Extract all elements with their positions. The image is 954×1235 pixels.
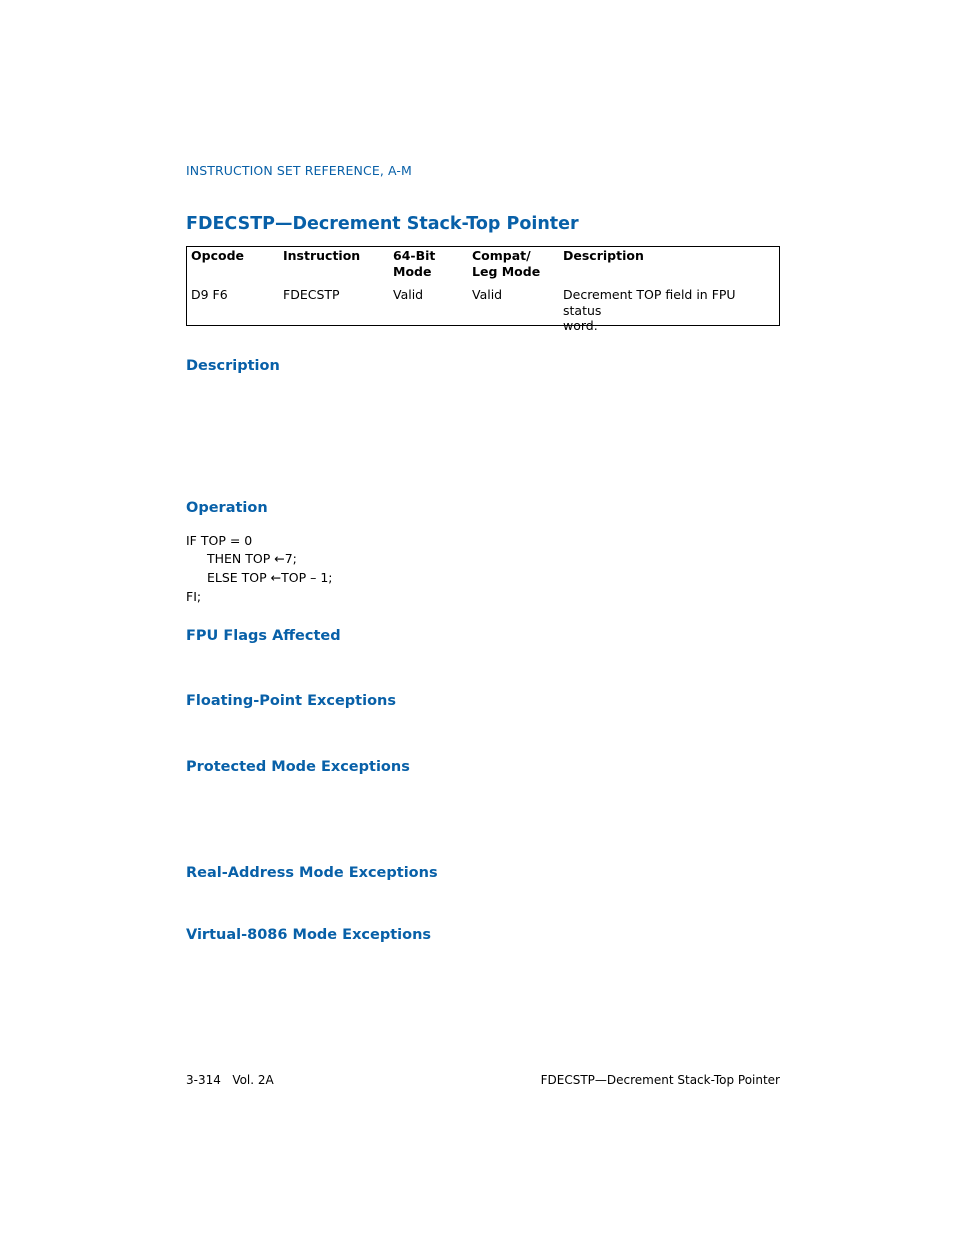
heading-fpu-flags-affected: FPU Flags Affected bbox=[186, 628, 341, 644]
running-head: INSTRUCTION SET REFERENCE, A-M bbox=[186, 163, 412, 178]
operation-line: THEN TOP ←7; bbox=[207, 551, 297, 566]
heading-floating-point-exceptions: Floating-Point Exceptions bbox=[186, 693, 396, 709]
table-cell-opcode: D9 F6 bbox=[191, 287, 228, 302]
footer-page-number: 3-314 Vol. 2A bbox=[186, 1073, 274, 1087]
heading-virtual-8086-mode-exceptions: Virtual-8086 Mode Exceptions bbox=[186, 927, 432, 943]
heading-description: Description bbox=[186, 358, 280, 374]
table-header-64bit-mode: 64-Bit Mode bbox=[393, 248, 436, 279]
heading-real-address-mode-exceptions: Real-Address Mode Exceptions bbox=[186, 865, 438, 881]
heading-operation: Operation bbox=[186, 500, 268, 516]
table-header-description: Description bbox=[563, 248, 644, 263]
page-title: FDECSTP—Decrement Stack-Top Pointer bbox=[186, 214, 579, 234]
heading-protected-mode-exceptions: Protected Mode Exceptions bbox=[186, 759, 410, 775]
table-cell-compat-leg-mode: Valid bbox=[472, 287, 503, 302]
table-cell-instruction: FDECSTP bbox=[283, 287, 340, 302]
opcode-table bbox=[186, 246, 780, 333]
table-header-compat-leg-mode: Compat/ Leg Mode bbox=[472, 248, 541, 279]
footer-title: FDECSTP—Decrement Stack-Top Pointer bbox=[540, 1073, 780, 1087]
operation-line: IF TOP = 0 bbox=[186, 533, 253, 548]
table-header-instruction: Instruction bbox=[283, 248, 361, 263]
table-cell-64bit-mode: Valid bbox=[393, 287, 424, 302]
operation-line: FI; bbox=[186, 589, 202, 604]
table-cell-description: Decrement TOP field in FPU status word. bbox=[563, 287, 736, 333]
operation-line: ELSE TOP ←TOP – 1; bbox=[207, 570, 333, 585]
table-header-opcode: Opcode bbox=[191, 248, 244, 263]
